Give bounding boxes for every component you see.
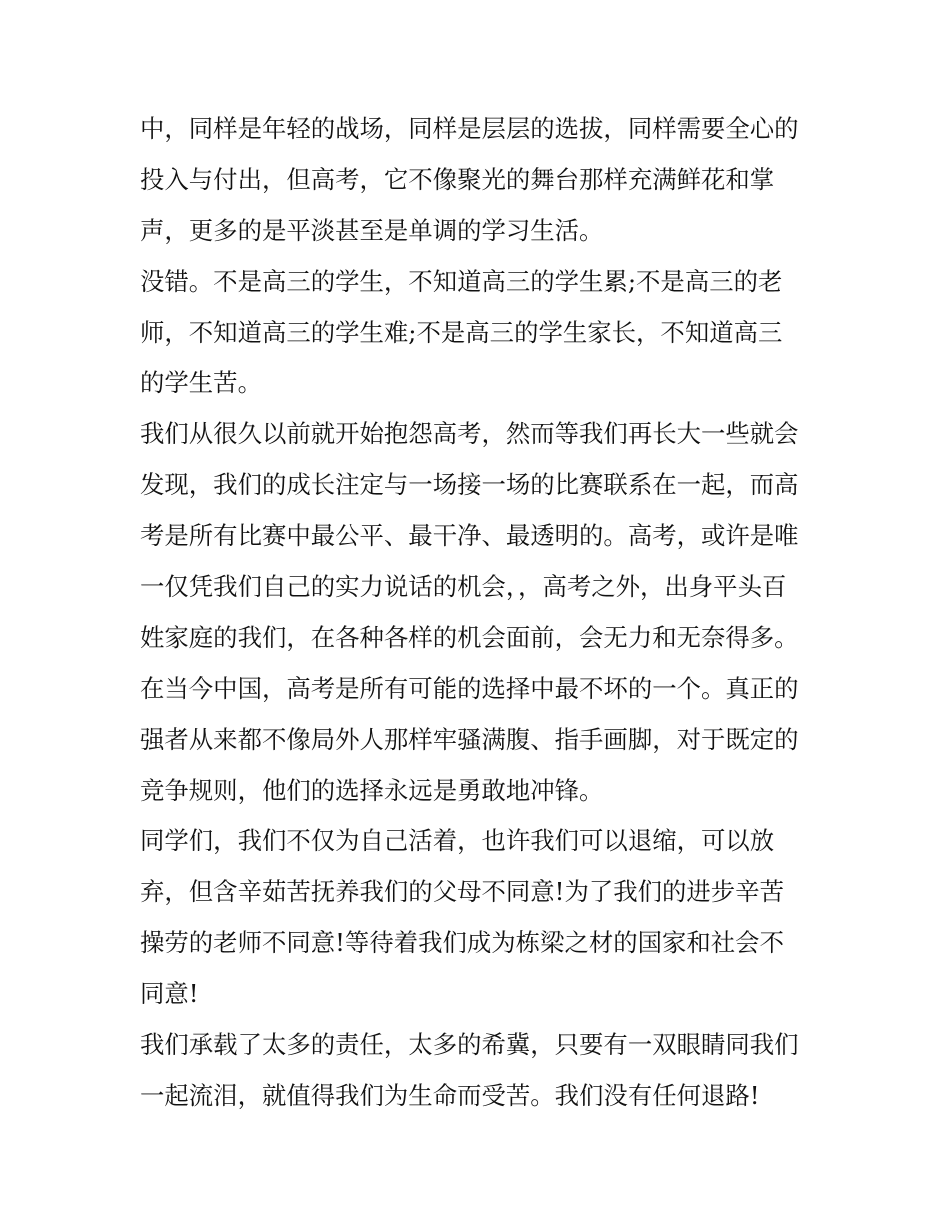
- paragraph: [140, 104, 820, 257]
- text-line: 同意!: [140, 979, 199, 1009]
- text-line: 我们从很久以前就开始抱怨高考，然而等我们再长大一些就会: [140, 419, 799, 449]
- text-line: 的学生苦。: [140, 368, 262, 398]
- text-line: 强者从来都不像局外人那样牢骚满腹、指手画脚，对于既定的: [140, 724, 799, 754]
- text-line: 中，同样是年轻的战场，同样是层层的选拔，同样需要全心的: [140, 114, 799, 143]
- text-line: 师，不知道高三的学生难;不是高三的学生家长，不知道高三: [140, 317, 783, 347]
- text-line: 姓家庭的我们，在各种各样的机会面前，会无力和无奈得多。: [140, 622, 799, 652]
- paragraph: [140, 409, 820, 663]
- text-line: 竞争规则，他们的选择永远是勇敢地冲锋。: [140, 775, 604, 805]
- paragraph: [140, 816, 820, 1020]
- paragraph: [140, 257, 820, 410]
- text-line: 在当今中国，高考是所有可能的选择中最不坏的一个。真正的: [140, 673, 799, 703]
- text-line: 考是所有比赛中最公平、最干净、最透明的。高考，或许是唯: [140, 521, 799, 551]
- paragraph: [140, 664, 820, 817]
- document-body: [140, 104, 820, 1122]
- text-line: 一起流泪，就值得我们为生命而受苦。我们没有任何退路!: [140, 1080, 760, 1110]
- text-line: 一仅凭我们自己的实力说话的机会，，高考之外，出身平头百: [140, 572, 787, 602]
- paragraph: [140, 1020, 820, 1122]
- text-line: 投入与付出，但高考，它不像聚光的舞台那样充满鲜花和掌: [140, 164, 775, 194]
- text-line: 发现，我们的成长注定与一场接一场的比赛联系在一起，而高: [140, 470, 799, 500]
- text-line: 弃，但含辛茹苦抚养我们的父母不同意!为了我们的进步辛苦: [140, 877, 784, 907]
- text-line: 同学们，我们不仅为自己活着，也许我们可以退缩，可以放: [140, 826, 775, 856]
- text-line: 没错。不是高三的学生，不知道高三的学生累;不是高三的老: [140, 266, 783, 296]
- text-line: 我们承载了太多的责任，太多的希冀，只要有一双眼睛同我们: [140, 1030, 799, 1060]
- text-line: 声，更多的是平淡甚至是单调的学习生活。: [140, 215, 604, 245]
- text-line: 操劳的老师不同意!等待着我们成为栋梁之材的国家和社会不: [140, 928, 784, 958]
